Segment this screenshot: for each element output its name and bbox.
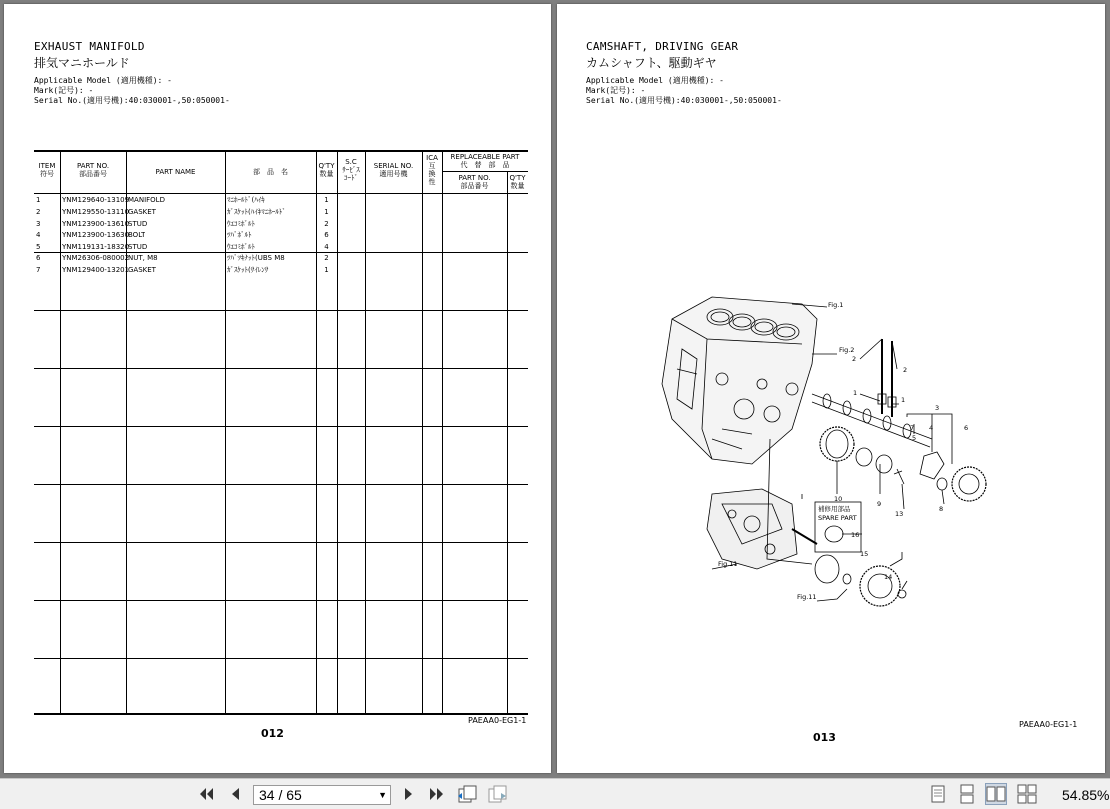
zoom-level[interactable]: 54.85% — [1062, 787, 1110, 803]
next-page-icon[interactable] — [398, 783, 420, 805]
serial-no: Serial No.(適用号機):40:030001-,50:050001- — [586, 96, 782, 105]
callout-1a: 1 — [853, 389, 858, 397]
exploded-parts-diagram — [652, 289, 1002, 614]
single-page-view-icon[interactable] — [927, 783, 949, 805]
last-page-icon[interactable] — [426, 783, 448, 805]
callout-fig1: Fig.1 — [828, 301, 844, 309]
facing-view-icon[interactable] — [985, 783, 1007, 805]
viewer-toolbar — [0, 778, 1110, 809]
document-code: PAEAA0-EG1-1 — [468, 716, 527, 725]
page-title-jp: カムシャフト、駆動ギヤ — [586, 56, 717, 70]
callout-14: 14 — [884, 573, 893, 581]
callout-8: 8 — [939, 505, 944, 513]
callout-9: 9 — [877, 500, 882, 508]
header-replaceable-qty: Q'TY 数量 — [509, 174, 526, 190]
callout-fig11a: Fig.11 — [718, 560, 738, 568]
page-indicator: 34 / 65 — [259, 787, 302, 803]
mark: Mark(記号): - — [586, 86, 646, 95]
chevron-down-icon: ▼ — [378, 790, 387, 800]
callout-2b: 2 — [903, 366, 908, 374]
header-item: ITEM 符号 — [38, 162, 56, 178]
callout-3: 3 — [935, 404, 940, 412]
callout-fig2: Fig.2 — [839, 346, 855, 354]
spare-part-jp: 補修用部品 — [818, 505, 851, 513]
page-selector[interactable] — [253, 785, 391, 805]
callout-4: 4 — [929, 424, 934, 432]
continuous-facing-view-icon[interactable] — [1016, 783, 1038, 805]
page-title-en: CAMSHAFT, DRIVING GEAR — [586, 40, 739, 53]
callout-13: 13 — [895, 510, 904, 518]
page-number: 013 — [813, 731, 836, 744]
applicable-model: Applicable Model (適用機種): - — [34, 76, 172, 85]
callout-7: 7 — [910, 424, 915, 432]
previous-view-icon[interactable] — [456, 783, 478, 805]
header-replaceable-part-no: PART NO. 部品番号 — [458, 174, 491, 190]
callout-5: 5 — [912, 434, 917, 442]
serial-no: Serial No.(適用号機):40:030001-,50:050001- — [34, 96, 230, 105]
page-title-en: EXHAUST MANIFOLD — [34, 40, 145, 53]
applicable-model: Applicable Model (適用機種): - — [586, 76, 724, 85]
page-number: 012 — [261, 727, 284, 740]
header-replaceable-part: REPLACEABLE PART 代 替 部 品 — [450, 153, 520, 169]
header-jp-name: 部 品 名 — [253, 168, 288, 176]
spare-part-en: SPARE PART — [818, 514, 857, 522]
header-qty: Q'TY 数量 — [318, 162, 335, 178]
header-part-no: PART NO. 部品番号 — [76, 162, 110, 178]
header-part-name: PART NAME — [155, 168, 196, 176]
callout-15: 15 — [860, 550, 869, 558]
callout-6: 6 — [964, 424, 969, 432]
next-view-icon[interactable] — [486, 783, 508, 805]
first-page-icon[interactable] — [195, 783, 217, 805]
continuous-view-icon[interactable] — [956, 783, 978, 805]
page-title-jp: 排気マニホールド — [34, 56, 130, 70]
callout-fig11b: Fig.11 — [797, 593, 817, 601]
mark: Mark(記号): - — [34, 86, 94, 95]
right-page — [557, 4, 1105, 773]
callout-1b: 1 — [901, 396, 906, 404]
header-service-code: S.C ｻｰﾋﾞｽ ｺｰﾄﾞ — [342, 158, 360, 182]
previous-page-icon[interactable] — [224, 783, 246, 805]
header-ica: ICA 互 換 性 — [426, 154, 438, 186]
callout-10: 10 — [834, 495, 843, 503]
callout-16: 16 — [851, 531, 860, 539]
document-code: PAEAA0-EG1-1 — [1019, 720, 1078, 729]
left-page — [4, 4, 551, 773]
callout-2a: 2 — [852, 355, 857, 363]
parts-table: ITEM 符号 PART NO. 部品番号 PART NAME 部 品 名 Q'TY 数量 S.C ｻｰﾋﾞｽ ｺｰﾄﾞ SERIAL NO. 適用号機 ICA 互 換 性 REPLACEABLE PART 代 替 部 品 PART NO. 部品番号 Q'TY 数量 1 YNM129640-13109 MANIFOLD ﾏﾆﾎｰﾙﾄﾞ(ﾊｲｷ 1 2 YNM129550-13110 GASKET ｶﾞｽｹｯﾄ(ﾊｲｷﾏﾆﾎｰﾙﾄﾞ 1 3 YNM123900-13610 STUD ｳｴｺﾐﾎﾞﾙﾄ 2 4 YNM123900-13630 BOLT ﾂﾊﾞﾎﾞﾙﾄ 6 5 YNM119131-18320 STUD ｳｴｺﾐﾎﾞﾙﾄ 4 6 YNM26306-080002 NUT, M8 ﾂﾊﾞﾂｷﾅｯﾄ(UBS M8 2 7 YNM129400-13201 GASKET ｶﾞｽｹｯﾄ(ｻｲﾚﾝｻ 1 — [34, 150, 528, 714]
header-serial-no: SERIAL NO. 適用号機 — [373, 162, 414, 178]
